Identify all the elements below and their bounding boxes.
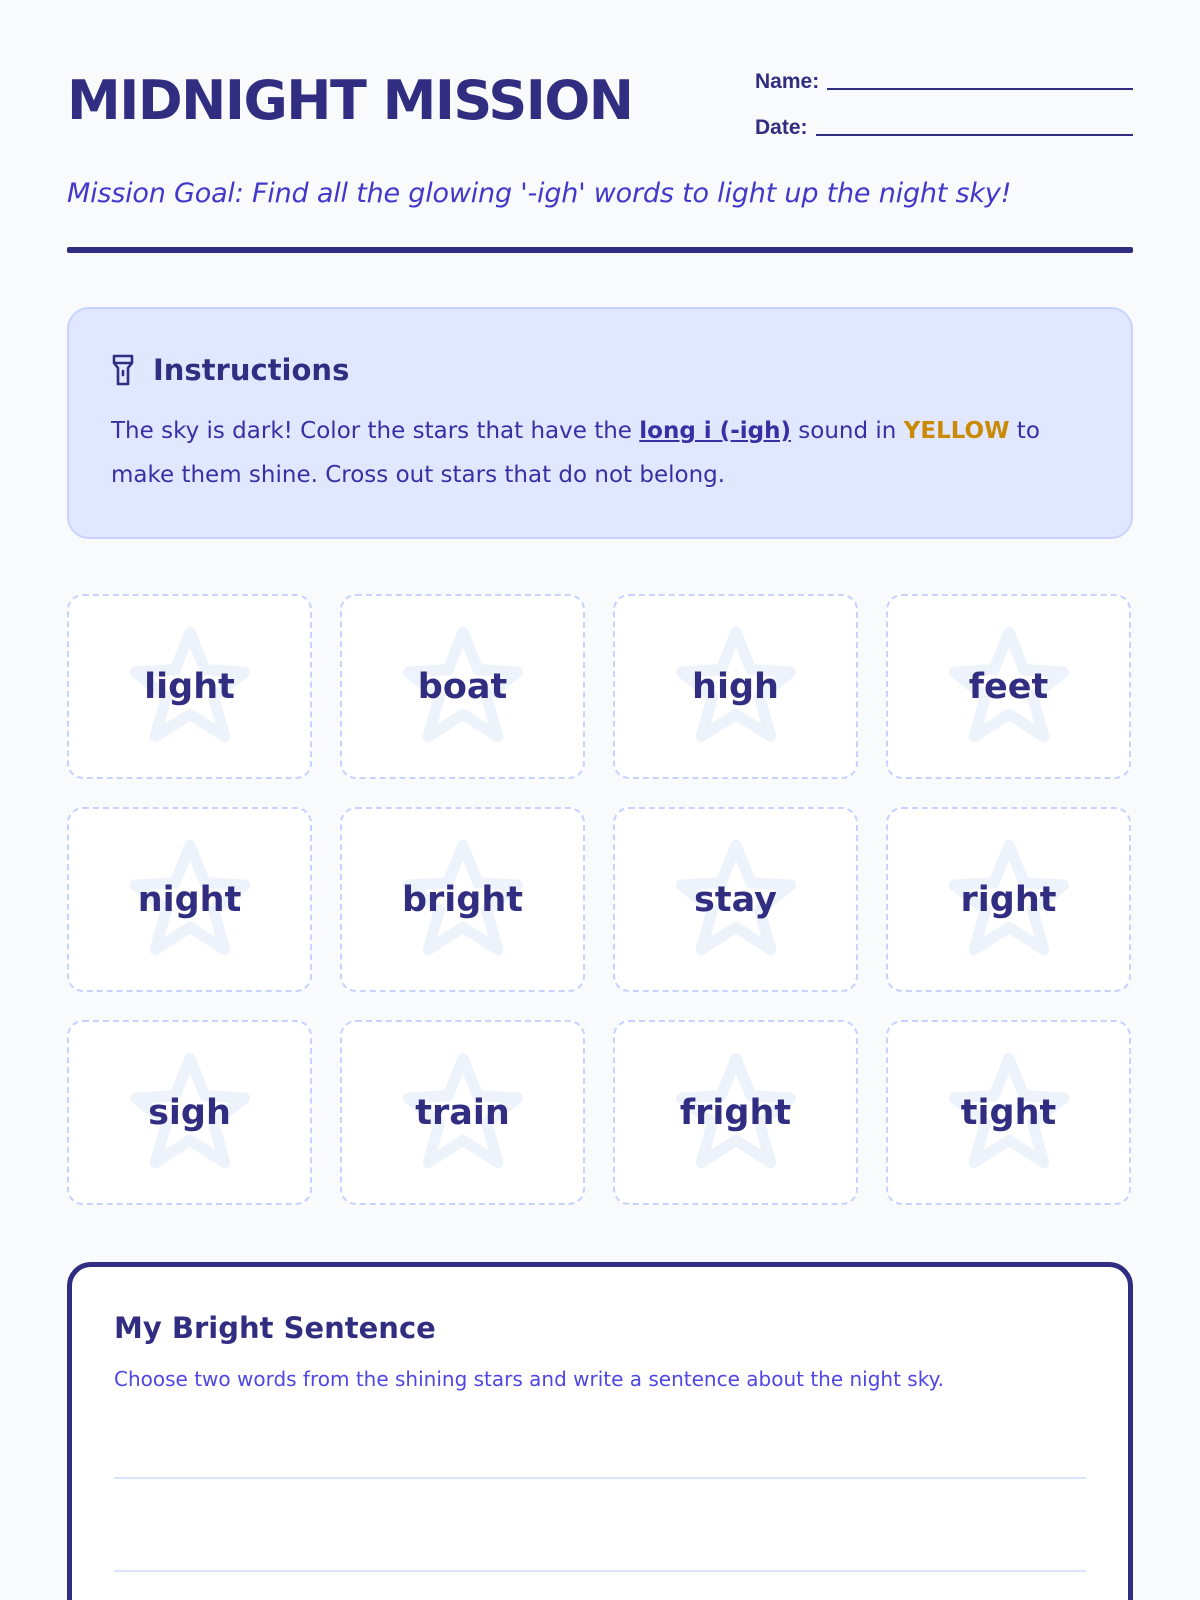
instructions-highlight-yellow: YELLOW: [903, 418, 1010, 444]
star-word: high: [692, 666, 779, 707]
star-card[interactable]: [613, 807, 858, 992]
star-card[interactable]: [340, 1020, 585, 1205]
sentence-write-line[interactable]: [114, 1477, 1086, 1479]
star-card[interactable]: [67, 594, 312, 779]
star-word: right: [960, 879, 1057, 920]
name-field[interactable]: [755, 70, 1133, 94]
name-label: Name:: [755, 70, 820, 93]
date-field[interactable]: [755, 116, 1133, 140]
star-card[interactable]: [886, 1020, 1131, 1205]
sentence-box: [67, 1262, 1133, 1600]
star-word: train: [415, 1092, 510, 1133]
instructions-heading-row: [111, 353, 1089, 387]
instructions-text-end: to make them shine. Cross out stars that do not belong.: [111, 418, 1040, 488]
sentence-title: My Bright Sentence: [114, 1311, 436, 1345]
star-card[interactable]: [67, 807, 312, 992]
star-word: boat: [417, 666, 508, 707]
star-word: tight: [960, 1092, 1057, 1133]
instructions-text: [111, 409, 1089, 497]
header-divider: [67, 247, 1133, 253]
star-word: light: [144, 666, 235, 707]
instructions-text-middle: sound in: [790, 418, 904, 444]
instructions-panel: [67, 307, 1133, 539]
star-card[interactable]: [613, 594, 858, 779]
star-word: feet: [968, 666, 1049, 707]
mission-goal: Mission Goal: Find all the glowing '-igh' words to light up the night sky!: [67, 178, 1012, 209]
instructions-text-start: The sky is dark! Color the stars that have the: [111, 418, 640, 444]
date-label: Date:: [755, 116, 808, 139]
star-card[interactable]: [340, 594, 585, 779]
worksheet-title: MIDNIGHT MISSION: [67, 69, 633, 132]
star-word: bright: [401, 879, 523, 920]
star-word: sigh: [148, 1092, 231, 1133]
sentence-write-line[interactable]: [114, 1570, 1086, 1572]
name-write-line[interactable]: [827, 88, 1133, 90]
instructions-heading: Instructions: [153, 353, 350, 387]
sentence-prompt: Choose two words from the shining stars and write a sentence about the night sky.: [114, 1367, 944, 1391]
flashlight-icon: [111, 353, 135, 387]
instructions-emphasis: long i (-igh): [639, 418, 791, 444]
star-card[interactable]: [340, 807, 585, 992]
star-card[interactable]: [613, 1020, 858, 1205]
star-word: stay: [694, 879, 777, 920]
star-word-grid: [67, 594, 1133, 1205]
star-card[interactable]: [886, 807, 1131, 992]
star-card[interactable]: [886, 594, 1131, 779]
star-card[interactable]: [67, 1020, 312, 1205]
star-word: night: [137, 879, 242, 920]
date-write-line[interactable]: [816, 134, 1133, 136]
star-word: fright: [679, 1092, 792, 1133]
